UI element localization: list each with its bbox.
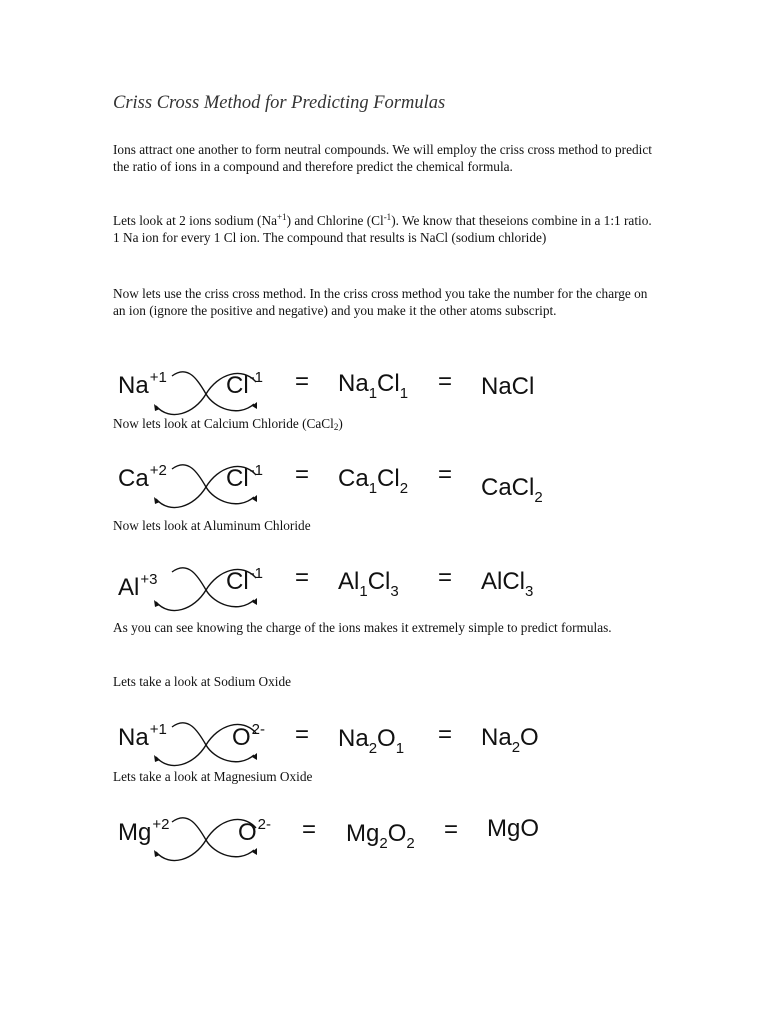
p2-text-b: ) and Chlorine (Cl	[286, 213, 384, 228]
final-formula: CaCl$_2$	[481, 474, 543, 506]
criss-cross-formula: $Mg_2O_2$	[346, 820, 415, 852]
cation-charge: +2	[149, 462, 167, 479]
anion-charge: -1	[249, 462, 264, 479]
anion-symbol: $Cl^{-1}$	[226, 462, 264, 492]
cation-symbol: $Ca^{+2}$	[118, 462, 167, 492]
cation-symbol: $Al^{+3}$	[118, 571, 158, 601]
equals-sign: =	[295, 461, 310, 488]
intro-paragraph: Ions attract one another to form neutral compounds. We will employ the criss cross method to predict the ratio of ions in a compound and therefore predict the chemical formula.	[113, 142, 652, 175]
equals-sign: =	[438, 564, 453, 591]
equals-sign: =	[295, 368, 310, 395]
equals-sign: =	[295, 721, 310, 748]
cation-charge: +2	[152, 816, 170, 833]
final-formula: AlCl$_3$	[481, 568, 534, 600]
cation-symbol: $Mg^{+2}$	[118, 816, 170, 846]
summary-paragraph: As you can see knowing the charge of the ions makes it extremely simple to predict formulas.	[113, 620, 612, 635]
sodium-oxide-caption: Lets take a look at Sodium Oxide	[113, 674, 291, 689]
criss-cross-formula: $Ca_1Cl_2$	[338, 465, 409, 497]
equation-cacl2	[110, 455, 670, 519]
page-title: Criss Cross Method for Predicting Formulas	[113, 93, 446, 113]
equation-mgo	[110, 808, 670, 872]
anion-symbol: $O^{2-}$	[232, 721, 266, 751]
anion-charge: -1	[249, 565, 264, 582]
equals-sign: =	[302, 816, 317, 843]
aluminum-chloride-caption: Now lets look at Aluminum Chloride	[113, 518, 311, 533]
criss-cross-formula: $Al_1Cl_3$	[338, 568, 399, 600]
equals-sign: =	[438, 461, 453, 488]
cation-symbol: $Na^{+1}$	[118, 721, 167, 751]
equals-sign: =	[295, 564, 310, 591]
na-charge: +1	[276, 212, 287, 222]
calcium-chloride-caption: Now lets look at Calcium Chloride (CaCl$_2$)	[113, 416, 343, 432]
cation-charge: +3	[140, 571, 158, 588]
cation-symbol: $Na^{+1}$	[118, 369, 167, 399]
final-formula: NaCl	[481, 373, 535, 400]
magnesium-oxide-caption: Lets take a look at Magnesium Oxide	[113, 769, 313, 784]
cl-charge: -1	[383, 212, 392, 222]
anion-charge: -1	[249, 369, 264, 386]
anion-symbol: $O^{2-}$	[238, 816, 272, 846]
arrow-head-icon	[252, 753, 257, 760]
sodium-chlorine-paragraph	[113, 212, 658, 247]
method-paragraph: Now lets use the criss cross method. In the criss cross method you take the number for the charge on an ion (ignore the positive and negative) and you make it the other atoms subscript.	[113, 286, 648, 319]
cation-charge: +1	[149, 369, 167, 386]
arrow-head-icon	[252, 402, 257, 409]
arrow-head-icon	[252, 848, 257, 855]
equation-alcl3	[110, 558, 670, 622]
p2-text-c: ). We know that theseions combine in a 1:1 ratio. 1 Na ion for every 1 Cl ion. The compound that results is NaCl (sodium chloride)	[113, 213, 652, 246]
final-formula: $Na_2O$	[481, 724, 539, 756]
anion-charge: 2-	[251, 721, 266, 738]
equals-sign: =	[444, 816, 459, 843]
equals-sign: =	[438, 368, 453, 395]
criss-cross-formula: $Na_2O_1$	[338, 725, 405, 757]
arrow-head-icon	[252, 495, 257, 502]
anion-symbol: $Cl^{-1}$	[226, 565, 264, 595]
criss-cross-formula: $Na_1Cl_1$	[338, 370, 409, 402]
arrow-head-icon	[252, 598, 257, 605]
cation-charge: +1	[149, 721, 167, 738]
anion-symbol: $Cl^{-1}$	[226, 369, 264, 399]
final-formula: MgO	[487, 815, 540, 842]
anion-charge: 2-	[257, 816, 272, 833]
equals-sign: =	[438, 721, 453, 748]
p2-text-a: Lets look at 2 ions sodium (Na	[113, 213, 277, 228]
